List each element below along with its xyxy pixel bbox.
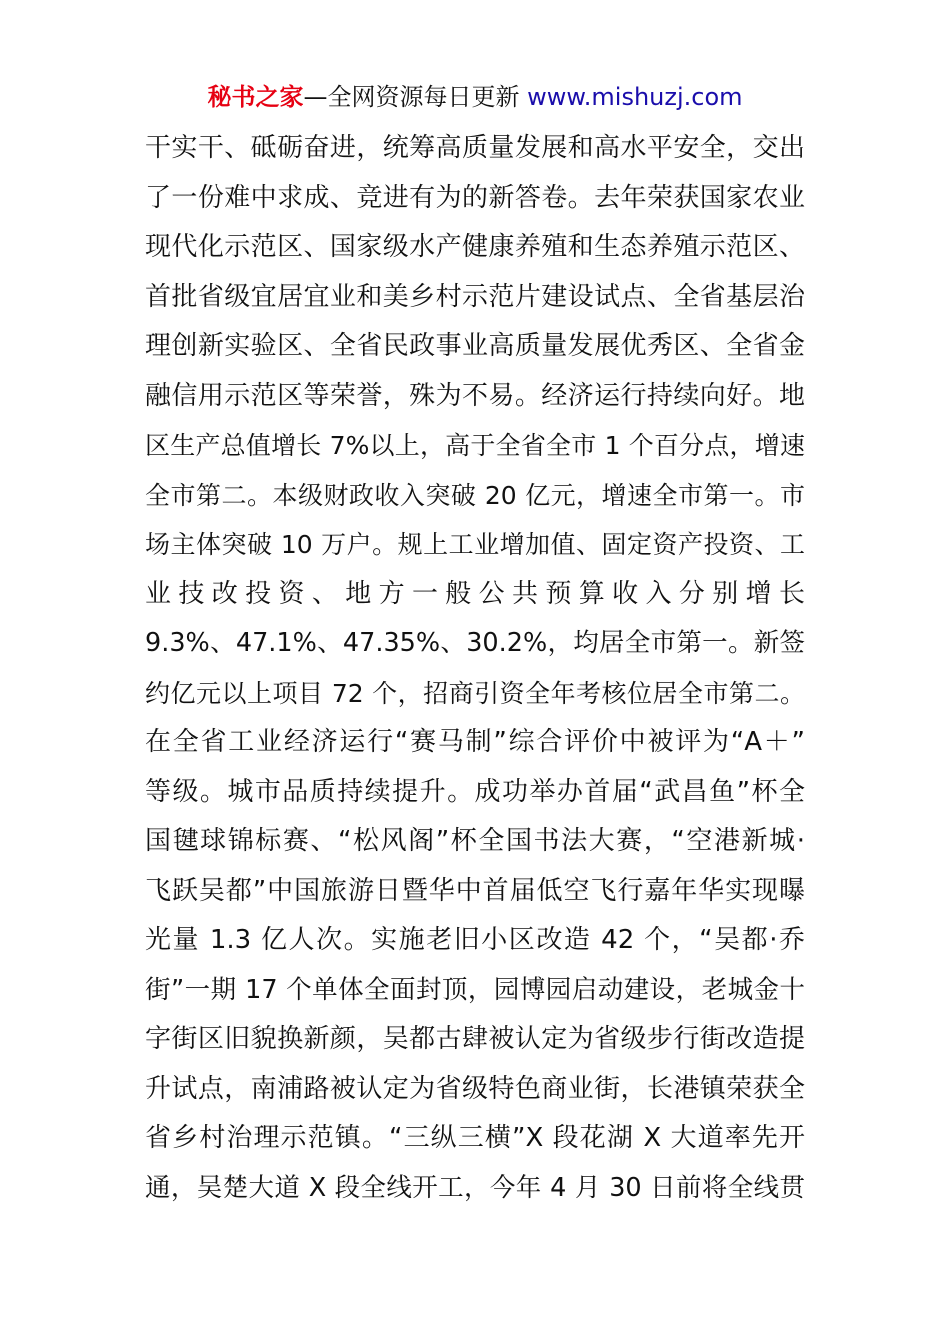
site-url-link[interactable]: www.mishuzj.com	[527, 83, 743, 111]
body-line: 干实干、砥砺奋进，统筹高质量发展和高水平安全，交出	[145, 133, 805, 163]
page-header	[0, 80, 950, 114]
body-line: 约亿元以上项目 72 个，招商引资全年考核位居全市第二。	[145, 678, 805, 708]
body-line: 通，吴楚大道 X 段全线开工，今年 4 月 30 日前将全线贯	[145, 1172, 805, 1203]
body-line: 理创新实验区、全省民政事业高质量发展优秀区、全省金	[145, 331, 805, 361]
brand-name: 秘书之家	[207, 83, 304, 111]
body-line: 首批省级宜居宜业和美乡村示范片建设试点、全省基层治	[145, 281, 805, 312]
body-line: 省乡村治理示范镇。“三纵三横”X 段花湖 X 大道率先开	[145, 1123, 805, 1153]
body-line: 国毽球锦标赛、“松风阁”杯全国书法大赛，“空港新城·	[145, 826, 805, 856]
body-line: 场主体突破 10 万户。规上工业增加值、固定资产投资、工	[145, 530, 805, 559]
body-line: 区生产总值增长 7%以上，高于全省全市 1 个百分点，增速	[145, 431, 805, 460]
body-line: 等级。城市品质持续提升。成功举办首届“武昌鱼”杯全	[145, 776, 805, 807]
body-line: 飞跃吴都”中国旅游日暨华中首届低空飞行嘉年华实现曝	[145, 875, 805, 906]
body-line: 9.3%、47.1%、47.35%、30.2%，均居全市第一。新签	[145, 628, 805, 658]
body-line: 字街区旧貌换新颜，吴都古肆被认定为省级步行街改造提	[145, 1024, 805, 1054]
body-line: 现代化示范区、国家级水产健康养殖和生态养殖示范区、	[145, 232, 805, 262]
body-line: 业技改投资、地方一般公共预算收入分别增长	[145, 578, 805, 609]
body-line: 了一份难中求成、竞进有为的新答卷。去年荣获国家农业	[145, 182, 805, 213]
body-line: 街”一期 17 个单体全面封顶，园博园启动建设，老城金十	[145, 974, 805, 1005]
body-line: 升试点，南浦路被认定为省级特色商业街，长港镇荣获全	[145, 1073, 805, 1104]
body-line: 融信用示范区等荣誉，殊为不易。经济运行持续向好。地	[145, 380, 805, 411]
body-line: 在全省工业经济运行“赛马制”综合评价中被评为“A＋”	[145, 727, 805, 757]
body-line: 全市第二。本级财政收入突破 20 亿元，增速全市第一。市	[145, 480, 805, 510]
body-line: 光量 1.3 亿人次。实施老旧小区改造 42 个，“吴都·乔	[145, 925, 805, 955]
header-slogan: —全网资源每日更新	[303, 83, 520, 111]
document-body	[145, 124, 805, 1213]
